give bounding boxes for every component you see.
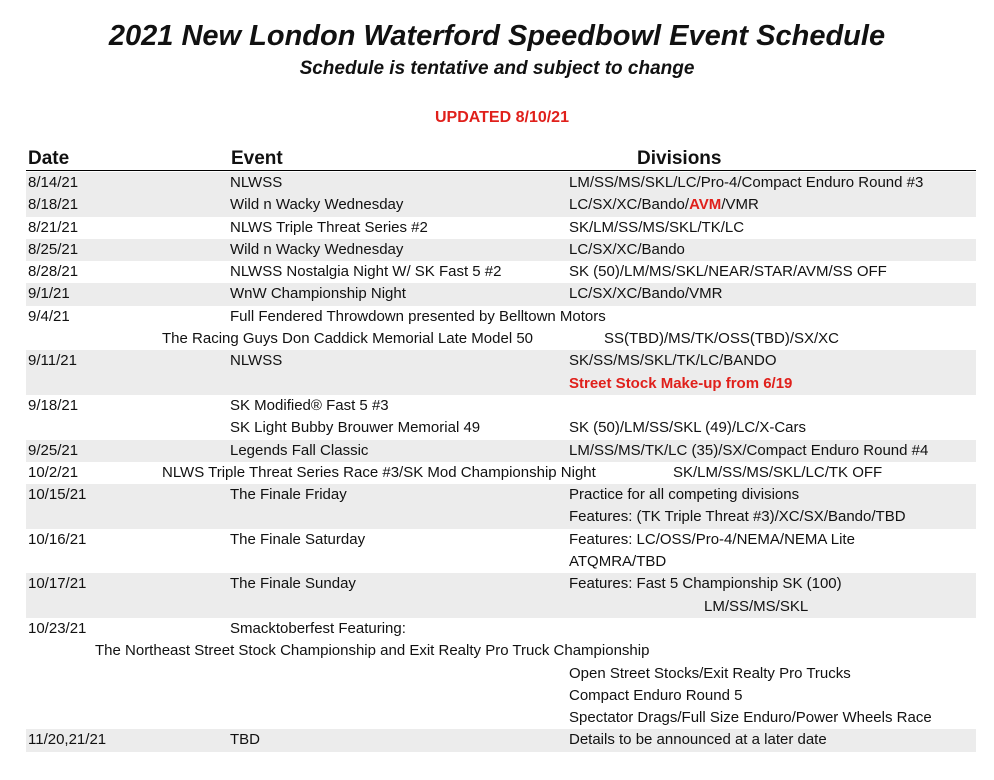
row-date: 10/2/21 (28, 463, 79, 481)
row-divisions: Compact Enduro Round 5 (569, 686, 743, 704)
row-date: 8/14/21 (28, 174, 79, 191)
row-date: 8/21/21 (28, 218, 79, 236)
row-divisions: Spectator Drags/Full Size Enduro/Power Wheels Race (569, 709, 932, 727)
table-row (26, 596, 976, 618)
table-row (26, 618, 976, 640)
row-date: 10/23/21 (28, 619, 87, 637)
table-row (26, 685, 976, 707)
row-divisions: LM/SS/MS/SKL/LC/Pro-4/Compact Enduro Round #3 (569, 174, 924, 191)
page-subtitle: Schedule is tentative and subject to change (299, 58, 695, 79)
row-event: Legends Fall Classic (230, 441, 369, 459)
row-divisions: Open Street Stocks/Exit Realty Pro Trucks (569, 664, 851, 682)
row-event: The Northeast Street Stock Championship and Exit Realty Pro Truck Championship (95, 642, 650, 660)
row-divisions: SK/LM/SS/MS/SKL/LC/TK OFF (673, 463, 883, 481)
row-divisions: LC/SX/XC/Bando (569, 240, 685, 258)
row-event: NLWS Triple Threat Series Race #3/SK Mod Championship Night (162, 463, 596, 481)
row-date: 9/4/21 (28, 307, 70, 325)
row-divisions: LC/SX/XC/Bando/VMR (569, 285, 723, 303)
row-divisions: LM/SS/MS/TK/LC (35)/SX/Compact Enduro Round #4 (569, 441, 929, 459)
row-date: 9/1/21 (28, 285, 70, 303)
table-row (26, 417, 976, 439)
table-row (26, 395, 976, 417)
row-event: Wild n Wacky Wednesday (230, 240, 404, 258)
row-date: 8/18/21 (28, 196, 79, 214)
row-event: Full Fendered Throwdown presented by Belltown Motors (230, 307, 606, 325)
table-row (26, 529, 976, 551)
row-event: NLWS Triple Threat Series #2 (230, 218, 428, 236)
row-event: WnW Championship Night (230, 285, 406, 303)
row-date: 9/18/21 (28, 396, 79, 414)
table-row (26, 551, 976, 573)
table-row (26, 462, 976, 484)
row-event: SK Modified® Fast 5 #3 (230, 396, 389, 414)
row-date: 9/25/21 (28, 441, 79, 459)
schedule-table (26, 172, 976, 752)
row-event: Wild n Wacky Wednesday (230, 196, 404, 214)
row-divisions: SK (50)/LM/MS/SKL/NEAR/STAR/AVM/SS OFF (569, 263, 887, 281)
table-row (26, 217, 976, 239)
row-date: 10/17/21 (28, 575, 87, 593)
row-date: 8/25/21 (28, 240, 79, 258)
row-divisions (569, 194, 759, 216)
header-rule (26, 170, 976, 171)
column-header-event: Event (231, 148, 283, 169)
row-event: NLWSS Nostalgia Night W/ SK Fast 5 #2 (230, 263, 502, 281)
table-row (26, 373, 976, 395)
row-date: 8/28/21 (28, 263, 79, 281)
row-event: Smacktoberfest Featuring: (230, 619, 406, 637)
row-date: 9/11/21 (28, 352, 77, 370)
table-row (26, 283, 976, 305)
row-date: 11/20,21/21 (28, 731, 107, 749)
row-event: NLWSS (230, 352, 283, 370)
row-event: The Finale Friday (230, 486, 347, 504)
row-date: 10/16/21 (28, 530, 87, 548)
table-row (26, 440, 976, 462)
table-row (26, 194, 976, 216)
row-event: The Finale Sunday (230, 575, 356, 593)
table-row (26, 261, 976, 283)
table-row (26, 350, 976, 372)
avm-highlight: AVM (689, 196, 722, 214)
table-row (26, 484, 976, 506)
row-divisions: Practice for all competing divisions (569, 486, 800, 504)
divisions-part: /VMR (721, 196, 759, 214)
table-row (26, 640, 976, 662)
row-divisions: Features: LC/OSS/Pro-4/NEMA/NEMA Lite (569, 530, 855, 548)
table-row (26, 573, 976, 595)
row-divisions: SK/LM/SS/MS/SKL/TK/LC (569, 218, 745, 236)
row-event: SK Light Bubby Brouwer Memorial 49 (230, 419, 481, 437)
row-event: TBD (230, 731, 260, 749)
table-row (26, 663, 976, 685)
row-event: The Finale Saturday (230, 530, 366, 548)
row-divisions: SK (50)/LM/SS/SKL (49)/LC/X-Cars (569, 419, 807, 437)
row-event: NLWSS (230, 174, 283, 191)
row-divisions: LM/SS/MS/SKL (704, 597, 809, 615)
table-row (26, 239, 976, 261)
row-divisions: Features: Fast 5 Championship SK (100) (569, 575, 842, 593)
row-event: The Racing Guys Don Caddick Memorial Late Model 50 (162, 330, 534, 348)
table-row (26, 306, 976, 328)
table-row (26, 506, 976, 528)
row-divisions: Features: (TK Triple Threat #3)/XC/SX/Bando/TBD (569, 508, 906, 526)
table-row (26, 328, 976, 350)
column-header-date: Date (28, 148, 70, 169)
column-header-divisions: Divisions (637, 148, 722, 169)
table-row (26, 707, 976, 729)
divisions-part: LC/SX/XC/Bando/ (569, 196, 690, 214)
row-divisions: SK/SS/MS/SKL/TK/LC/BANDO (569, 352, 777, 370)
row-divisions: SS(TBD)/MS/TK/OSS(TBD)/SX/XC (604, 330, 840, 348)
table-row (26, 729, 976, 751)
page-title: 2021 New London Waterford Speedbowl Event Schedule (108, 20, 886, 52)
makeup-notice: Street Stock Make-up from 6/19 (569, 374, 793, 392)
table-row (26, 172, 976, 194)
row-date: 10/15/21 (28, 486, 87, 504)
row-divisions: Details to be announced at a later date (569, 731, 827, 749)
row-divisions: ATQMRA/TBD (569, 553, 667, 571)
updated-notice: UPDATED 8/10/21 (435, 109, 569, 126)
